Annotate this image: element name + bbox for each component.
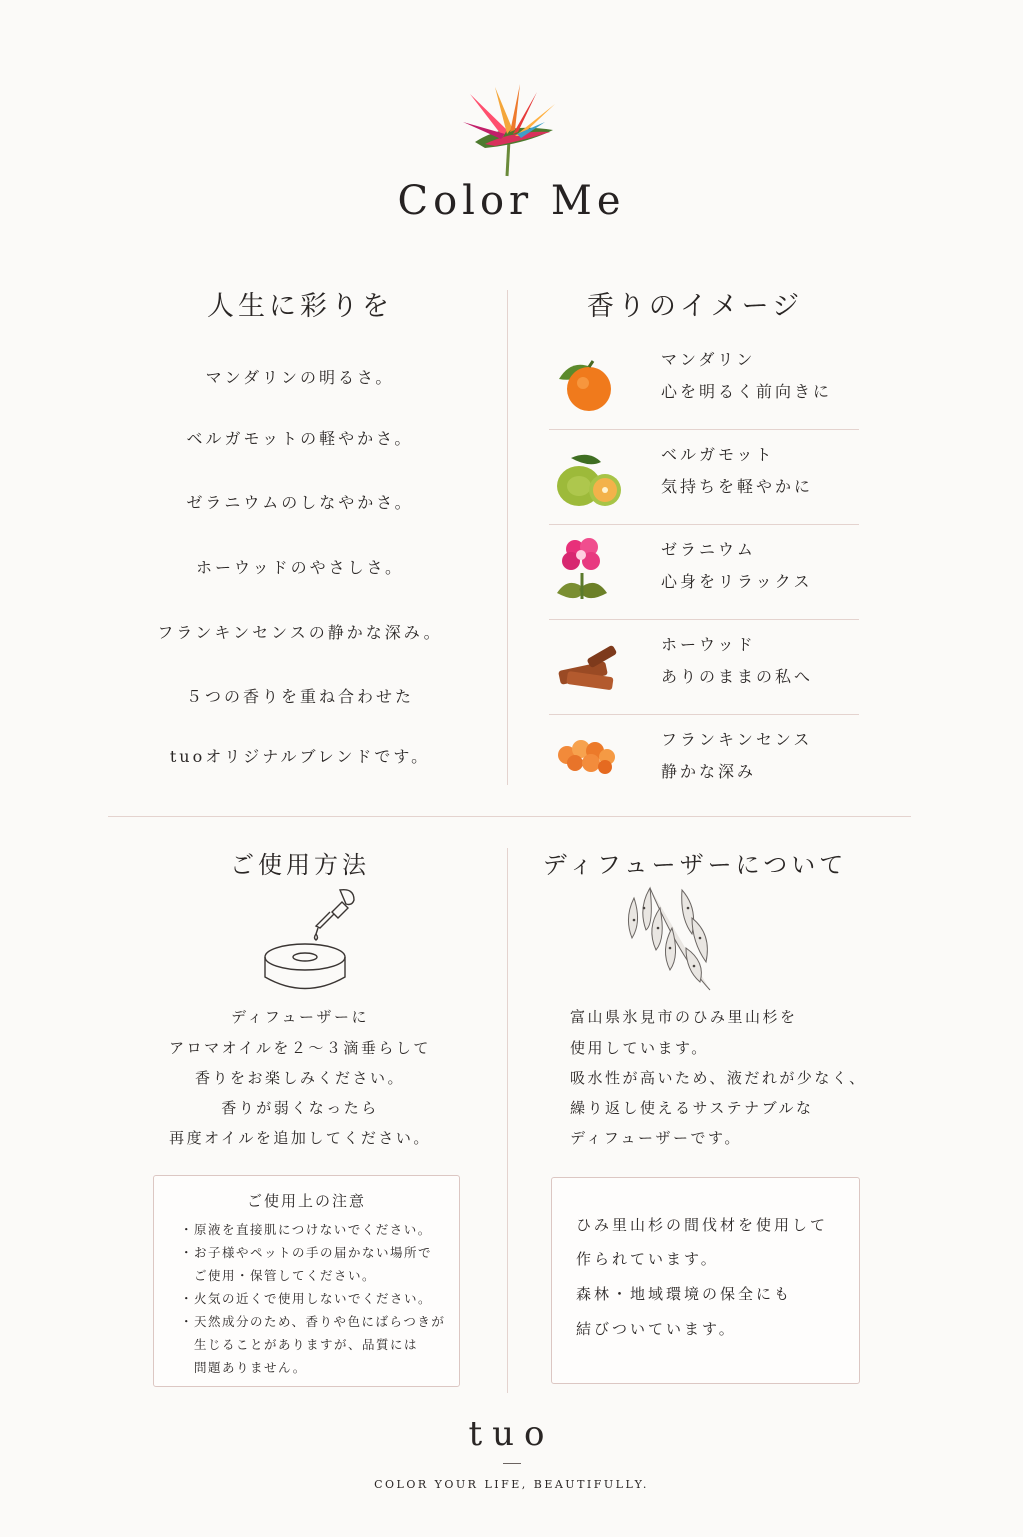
cedar-branch-icon <box>620 878 730 993</box>
geranium-icon <box>549 533 629 611</box>
caution-line: 生じることがありますが、品質には <box>180 1337 419 1352</box>
diffuser-line: ディフューザーです。 <box>570 1129 742 1147</box>
page-title: Color Me <box>397 178 626 224</box>
scent-name: ゼラニウム <box>661 540 756 559</box>
brand-rule <box>503 1463 521 1464</box>
scent-image-heading: 香りのイメージ <box>586 291 804 322</box>
intro-line: マンダリンの明るさ。 <box>205 368 395 387</box>
tagline: COLOR YOUR LIFE, BEAUTIFULLY. <box>374 1478 649 1491</box>
bird-of-paradise-logo-icon <box>455 82 565 177</box>
usage-line: ディフューザーに <box>230 1008 370 1026</box>
caution-title: ご使用上の注意 <box>246 1192 366 1210</box>
scent-name: ベルガモット <box>661 445 775 464</box>
diffuser-line: 吸水性が高いため、液だれが少なく、 <box>570 1069 867 1087</box>
caution-line: ・火気の近くで使用しないでください。 <box>180 1291 433 1306</box>
scent-desc: 心身をリラックス <box>661 572 813 591</box>
mandarin-icon <box>549 353 629 413</box>
scent-item-howood <box>549 620 859 715</box>
usage-line: アロマオイルを２～３滴垂らして <box>169 1039 431 1057</box>
caution-line: ・天然成分のため、香りや色にばらつきが <box>180 1314 446 1329</box>
scent-name: フランキンセンス <box>661 730 813 749</box>
diffuser-line: 富山県氷見市のひみ里山杉を <box>570 1008 798 1026</box>
diffuser-heading: ディフューザーについて <box>542 851 848 879</box>
intro-heading: 人生に彩りを <box>207 291 393 322</box>
intro-line: tuoオリジナルブレンドです。 <box>169 747 431 766</box>
sustainability-line: 結びついています。 <box>576 1320 737 1338</box>
caution-line: ・原液を直接肌につけないでください。 <box>180 1222 432 1237</box>
intro-line: ベルガモットの軽やかさ。 <box>186 429 414 448</box>
bergamot-icon <box>549 448 629 508</box>
scent-name: マンダリン <box>661 350 756 369</box>
brand-logo: tuo <box>468 1414 555 1454</box>
usage-line: 再度オイルを追加してください。 <box>169 1129 431 1147</box>
sustainability-box <box>551 1177 860 1384</box>
diffuser-line: 繰り返し使えるサステナブルな <box>570 1099 814 1117</box>
scent-item-geranium <box>549 525 859 620</box>
scent-item-bergamot <box>549 430 859 525</box>
intro-line: ゼラニウムのしなやかさ。 <box>186 493 414 512</box>
scent-name: ホーウッド <box>661 635 756 654</box>
howood-icon <box>549 638 629 698</box>
vertical-divider-bottom <box>507 848 508 1393</box>
caution-line: ・お子様やペットの手の届かない場所で <box>180 1245 433 1260</box>
frankincense-icon <box>549 725 629 785</box>
horizontal-divider <box>108 816 911 817</box>
usage-line: 香りをお楽しみください。 <box>194 1069 405 1087</box>
sustainability-line: 作られています。 <box>576 1250 719 1268</box>
usage-heading: ご使用方法 <box>230 851 370 879</box>
intro-line: ホーウッドのやさしさ。 <box>195 558 405 577</box>
sustainability-line: ひみ里山杉の間伐材を使用して <box>576 1216 829 1234</box>
caution-box <box>153 1175 460 1387</box>
scent-desc: 心を明るく前向きに <box>661 382 833 401</box>
scent-desc: ありのままの私へ <box>661 667 814 686</box>
caution-line: 問題ありません。 <box>180 1360 307 1375</box>
intro-line: フランキンセンスの静かな深み。 <box>157 623 443 642</box>
diffuser-dropper-icon <box>258 882 368 992</box>
caution-line: ご使用・保管してください。 <box>180 1268 377 1283</box>
usage-line: 香りが弱くなったら <box>221 1099 379 1117</box>
diffuser-line: 使用しています。 <box>570 1039 709 1057</box>
scent-item-mandarin <box>549 335 859 430</box>
intro-line: ５つの香りを重ね合わせた <box>185 687 414 706</box>
scent-desc: 静かな深み <box>661 762 757 781</box>
scent-item-frankincense <box>549 715 859 790</box>
sustainability-line: 森林・地域環境の保全にも <box>576 1285 793 1303</box>
scent-desc: 気持ちを軽やかに <box>661 477 814 496</box>
